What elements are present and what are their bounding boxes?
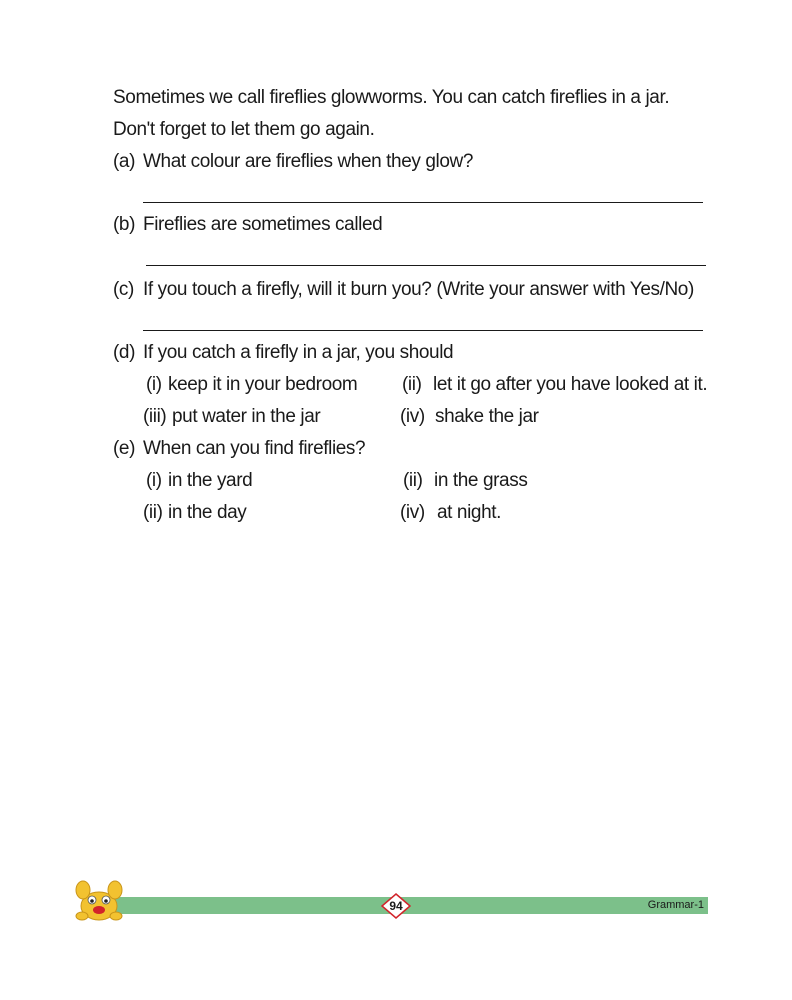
question-d-text: If you catch a firefly in a jar, you should [143,342,454,363]
question-c-label: (c) [113,279,134,300]
intro-line-2: Don't forget to let them go again. [113,119,375,140]
answer-line-b[interactable] [146,265,706,266]
option-d-iii-text: put water in the jar [172,406,321,427]
book-title: Grammar-1 [647,899,704,911]
question-b-label: (b) [113,214,136,235]
option-d-ii-label: (ii) [402,374,422,395]
option-e-i-text: in the yard [168,470,253,491]
option-e-iv-label: (iv) [400,502,425,523]
intro-line-1: Sometimes we call fireflies glowworms. You can catch fireflies in a jar. [113,87,670,108]
question-a-label: (a) [113,151,136,172]
question-d-label: (d) [113,342,136,363]
answer-line-a[interactable] [143,202,703,203]
question-a-text: What colour are fireflies when they glow? [143,151,473,172]
option-e-iv-text: at night. [437,502,502,523]
answer-line-c[interactable] [143,330,703,331]
option-d-iv-label: (iv) [400,406,425,427]
cartoon-mascot-icon [74,878,124,922]
option-e-iii-text: in the day [168,502,247,523]
option-d-i-text: keep it in your bedroom [168,374,358,395]
question-e-text: When can you find fireflies? [143,438,366,459]
option-e-ii-label: (ii) [403,470,423,491]
option-d-iv-text: shake the jar [435,406,539,427]
question-b-text: Fireflies are sometimes called [143,214,383,235]
question-c-text: If you touch a firefly, will it burn you? (Write your answer with Yes/No) [143,279,694,300]
option-d-i-label: (i) [146,374,162,395]
option-e-i-label: (i) [146,470,162,491]
option-d-iii-label: (iii) [143,406,167,427]
option-d-ii-text: let it go after you have looked at it. [433,374,708,395]
option-e-iii-label: (ii) [143,502,163,523]
option-e-ii-text: in the grass [434,470,528,491]
page-number: 94 [389,899,403,913]
question-e-label: (e) [113,438,136,459]
